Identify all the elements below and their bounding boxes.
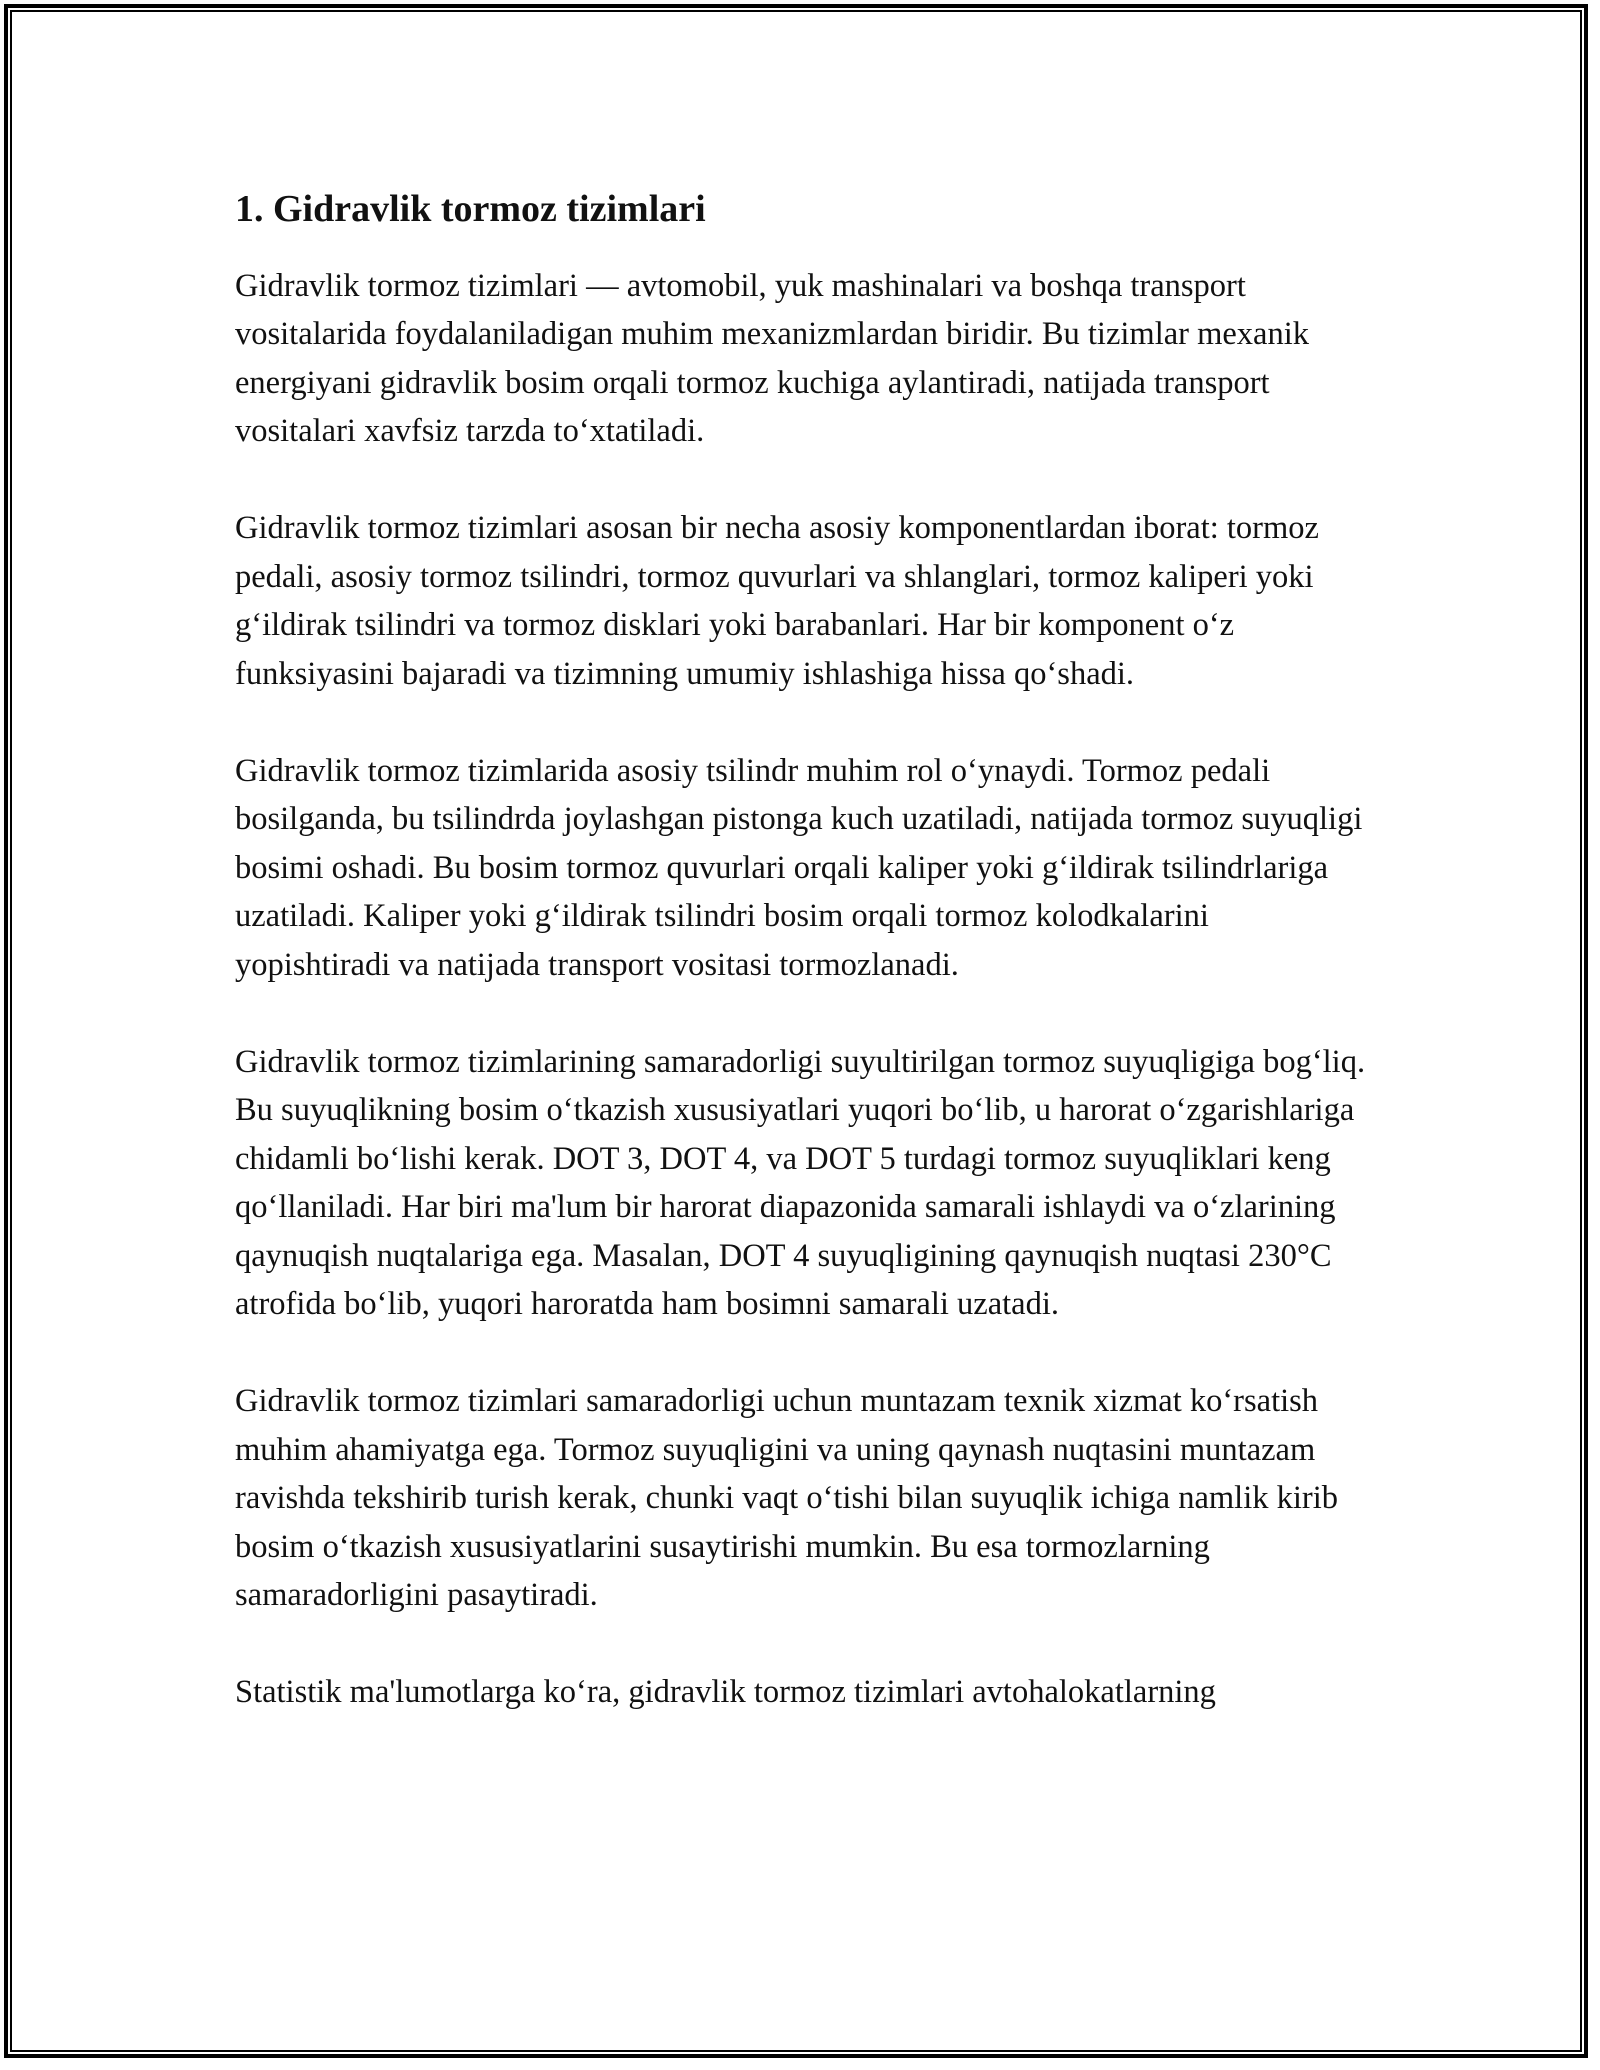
paragraph-statistics: Statistik ma'lumotlarga ko‘ra, gidravlik tormoz tizimlari avtohalokatlarning — [235, 1674, 1216, 1710]
paragraph-components: Gidravlik tormoz tizimlari asosan bir necha asosiy komponentlardan iborat: tormoz pedali, asosiy tormoz tsilindri, tormoz quvurlari va shlanglari, tormoz kaliperi yoki g‘ildirak tsilindri va tormoz disklari yoki barabanlari. Har bir komponent o‘z funksiyasini bajaradi va tizimning umumiy ishlashiga hissa qo‘shadi. — [235, 510, 1319, 692]
paragraph-intro: Gidravlik tormoz tizimlari — avtomobil, yuk mashinalari va boshqa transport vositalarida foydalaniladigan muhim mexanizmlardan biridir. Bu tizimlar mexanik energiyani gidravlik bosim orqali tormoz kuchiga aylantiradi, natijada transport vositalari xavfsiz tarzda to‘xtatiladi. — [235, 267, 1310, 449]
document-body — [235, 186, 1370, 1765]
paragraph-brake-fluid: Gidravlik tormoz tizimlarining samaradorligi suyultirilgan tormoz suyuqligiga bog‘liq. Bu suyuqlikning bosim o‘tkazish xususiyatlari yuqori bo‘lib, u harorat o‘zgarishlariga chidamli bo‘lishi kerak. DOT 3, DOT 4, va DOT 5 turdagi tormoz suyuqliklari keng qo‘llaniladi. Har biri ma'lum bir harorat diapazonida samarali ishlaydi va o‘zlarining qaynuqish nuqtalariga ega. Masalan, DOT 4 suyuqligining qaynuqish nuqtasi 230°C atrofida bo‘lib, yuqori haroratda ham bosimni samarali uzatadi. — [235, 1043, 1366, 1322]
paragraph-maintenance: Gidravlik tormoz tizimlari samaradorligi uchun muntazam texnik xizmat ko‘rsatish muhim ahamiyatga ega. Tormoz suyuqligini va uning qaynash nuqtasini muntazam ravishda tekshirib turish kerak, chunki vaqt o‘tishi bilan suyuqlik ichiga namlik kirib bosim o‘tkazish xususiyatlarini susaytirishi mumkin. Bu esa tormozlarning samaradorligini pasaytiradi. — [235, 1383, 1339, 1613]
paragraph-master-cylinder: Gidravlik tormoz tizimlarida asosiy tsilindr muhim rol o‘ynaydi. Tormoz pedali bosilganda, bu tsilindrda joylashgan pistonga kuch uzatiladi, natijada tormoz suyuqligi bosimi oshadi. Bu bosim tormoz quvurlari orqali kaliper yoki g‘ildirak tsilindrlariga uzatiladi. Kaliper yoki g‘ildirak tsilindri bosim orqali tormoz kolodkalarini yopishtiradi va natijada transport vositasi tormozlanadi. — [235, 752, 1363, 983]
section-heading: 1. Gidravlik tormoz tizimlari — [235, 188, 706, 230]
